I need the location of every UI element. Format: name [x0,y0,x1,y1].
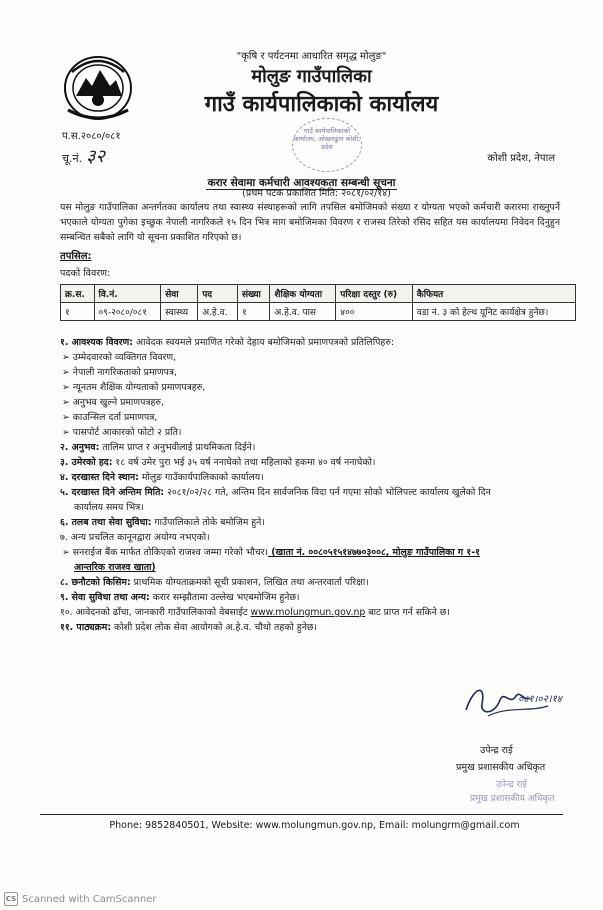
handwritten-signature [460,676,580,722]
signer-stamp-title: प्रमुख प्रशासकीय अधिकृत [470,794,555,804]
cell-service: स्वास्थ्य [161,303,198,321]
cell-serial: १ [61,303,95,321]
requirement-3: ३. उमेरको हद: १८ वर्ष उमेर पुरा भई ३५ वर्ष ननाघेको तथा महिलाको हकमा ४० वर्ष ननाघेको। [60,457,376,468]
requirement-9: ९. सेवा सुविधा तथा अन्य: करार सम्झौतामा उल्लेख भएबमोजिम हुनेछ। [60,592,300,603]
province-label: कोशी प्रदेश, नेपाल [487,153,555,164]
requirement-7-account-continued: आन्तरिक राजश्व खाता) [74,562,156,573]
scanner-watermark [4,892,157,906]
cell-qualification: अ.हे.व. पास [270,303,336,321]
table-header-row [61,285,576,303]
requirement-11: ११. पाठ्यक्रम: कोशी प्रदेश लोक सेवा आयोगको अ.हे.व. चौथो तहको हुनेछ। [60,622,317,633]
cell-count: १ [237,303,269,321]
municipality-name: मोलुङ गाउँपालिका [251,66,372,87]
office-name: गाउँ कार्यपालिकाको कार्यालय [204,92,439,117]
requirement-4: ४. दरखास्त दिने स्थान: मोलुङ गाउँकार्यपालिकाको कार्यालय। [60,472,264,483]
requirement-2: २. अनुभव: तालिम प्राप्त र अनुभवीलाई प्राथमिकता दिईने। [60,442,256,453]
table-row [61,303,576,321]
list-item: ➢ काउन्सिल दर्ता प्रमाणपत्र, [60,410,572,425]
list-item: ➢ नेपाली नागरिकताको प्रमाणपत्र, [60,365,572,380]
dispatch-label: चू.नं. [62,152,83,165]
requirement-7-voucher: ➢ सनराईज बैंक मार्फत तोकिएको राजश्व जम्मा गरेको भौचर। (खाता नं. ००८०५१५१४७७०३००८, मोलुङ गाउँपालिका ग १-१ [60,545,572,560]
col-ad-number: वि.नं. [94,285,161,303]
post-details-table [60,284,576,321]
signer-name: उपेन्द्र राई [480,745,513,756]
col-service: सेवा [161,285,198,303]
list-item: ➢ न्यूनतम शैक्षिक योग्यताको प्रमाणपत्रहरु, [60,380,572,395]
col-remarks: कैफियत [412,285,575,303]
footer-contact: Phone: 9852840501, Website: www.molungmun.gov.np, Email: molungrm@gmail.com [109,820,520,831]
requirement-7: ७. अन्य प्रचलित कानूनद्वारा अयोग्य नभएको। [60,532,210,543]
scanner-text: Scanned with CamScanner [22,893,157,905]
signer-stamp-name: उपेन्द्र राई [496,780,527,790]
office-stamp-text: गाउँ कार्यपालिकाको कार्यालय, ओखलढुंगा कोशी, प्रदेश [293,127,361,151]
letter-reference-number: प.स.२०८०/०८१ [62,131,121,142]
col-serial: क्र.स. [61,285,95,303]
signer-stamp [470,778,555,806]
col-count: संख्या [237,285,269,303]
camscanner-icon: CS [4,892,18,906]
list-item: ➢ उम्मेदवारको व्यक्तिगत विवरण, [60,350,572,365]
cell-exam-fee: ४०० [336,303,413,321]
website-link[interactable]: www.molungmun.gov.np [250,607,366,618]
cell-remarks: वडा नं. ३ को हेल्थ यूनिट कार्यक्षेत्र हुनेछ। [412,303,575,321]
details-heading: तपसिल: [60,251,92,262]
office-stamp [292,118,362,172]
signer-title: प्रमुख प्रशासकीय अधिकृत [456,762,546,773]
publication-date: (प्रथम पटक प्रकाशित मिति: २०८१/०२/१४) [242,188,391,199]
signature-date: ०८१।०२।१४ [518,694,562,705]
list-item: ➢ अनुभव खुल्ने प्रमाणपत्रहरु, [60,395,572,410]
requirement-1: १. आवश्यक विवरण: आवेदक स्वयमले प्रमाणित गरेको देहाय बमोजिमको प्रमाणपत्रको प्रतिलिपिहरु: [60,337,395,348]
col-exam-fee: परिक्षा दस्तुर (रु) [336,285,413,303]
dispatch-value: ३२ [86,146,105,167]
cell-post: अ.हे.व. [198,303,238,321]
col-qualification: शैक्षिक योग्यता [270,285,336,303]
requirement-6: ६. तलब तथा सेवा सुविधा: गाउँपालिकाले तोके बमोजिम हुने। [60,517,265,528]
notice-intro: यस मोलुङ गाउँपालिका अन्तर्गतका कार्यालय तथा स्वास्थ्य संस्थाहरूको लागि तपसिल बमोजिमको संख्या र योग्यता भएको कर्मचारी करारमा राख्नुपर्ने भएकाले योग्यता पुगेका इच्छुक नेपाली नागरिकले १५ दिन भित्र माग बमोजिमका विवरण र राजस्व तिरेको रसिद सहित यस कार्यालयमा निवेदन दिनुहुन सम्बन्धित सबैको लागि यो सूचना प्रकाशित गरिएको छ। [60,202,560,243]
dispatch-number [62,144,105,168]
requirement-5-continued: कार्यालय समय भित्र। [74,502,144,513]
slogan: "कृषि र पर्यटनमा आधारित समृद्ध मोलुङ" [236,51,387,62]
requirement-10: १०. आवेदनको ढाँचा, जानकारी गाउँपालिकाको वेबसाईट www.molungmun.gov.np बाट प्राप्त गर्न सकिने छ। [60,607,450,618]
requirement-5: ५. दरखास्त दिने अन्तिम मिति: २०८१/०२/२८ गते, अन्तिम दिन सार्वजनिक विदा पर्न गएमा सोको भोलिपल्ट कार्यालय खुलेको दिन [60,487,491,498]
list-item: ➢ पासपोर्ट आकारको फोटो २ प्रति। [60,425,572,440]
footer-divider [40,814,563,815]
requirements-list [60,335,572,635]
requirement-8: ८. छनौटको किसिम: प्राथमिक योग्यताक्रमको सूची प्रकाशन, लिखित तथा अन्तरवार्ता परिक्षा। [60,577,369,588]
notice-title-text: करार सेवामा कर्मचारी आवश्यकता सम्बन्धी सूचना [207,177,396,189]
col-post: पद [198,285,238,303]
cell-ad-number: ०९-२०८०/०८१ [94,303,161,321]
post-heading: पदको विवरण: [60,268,111,279]
